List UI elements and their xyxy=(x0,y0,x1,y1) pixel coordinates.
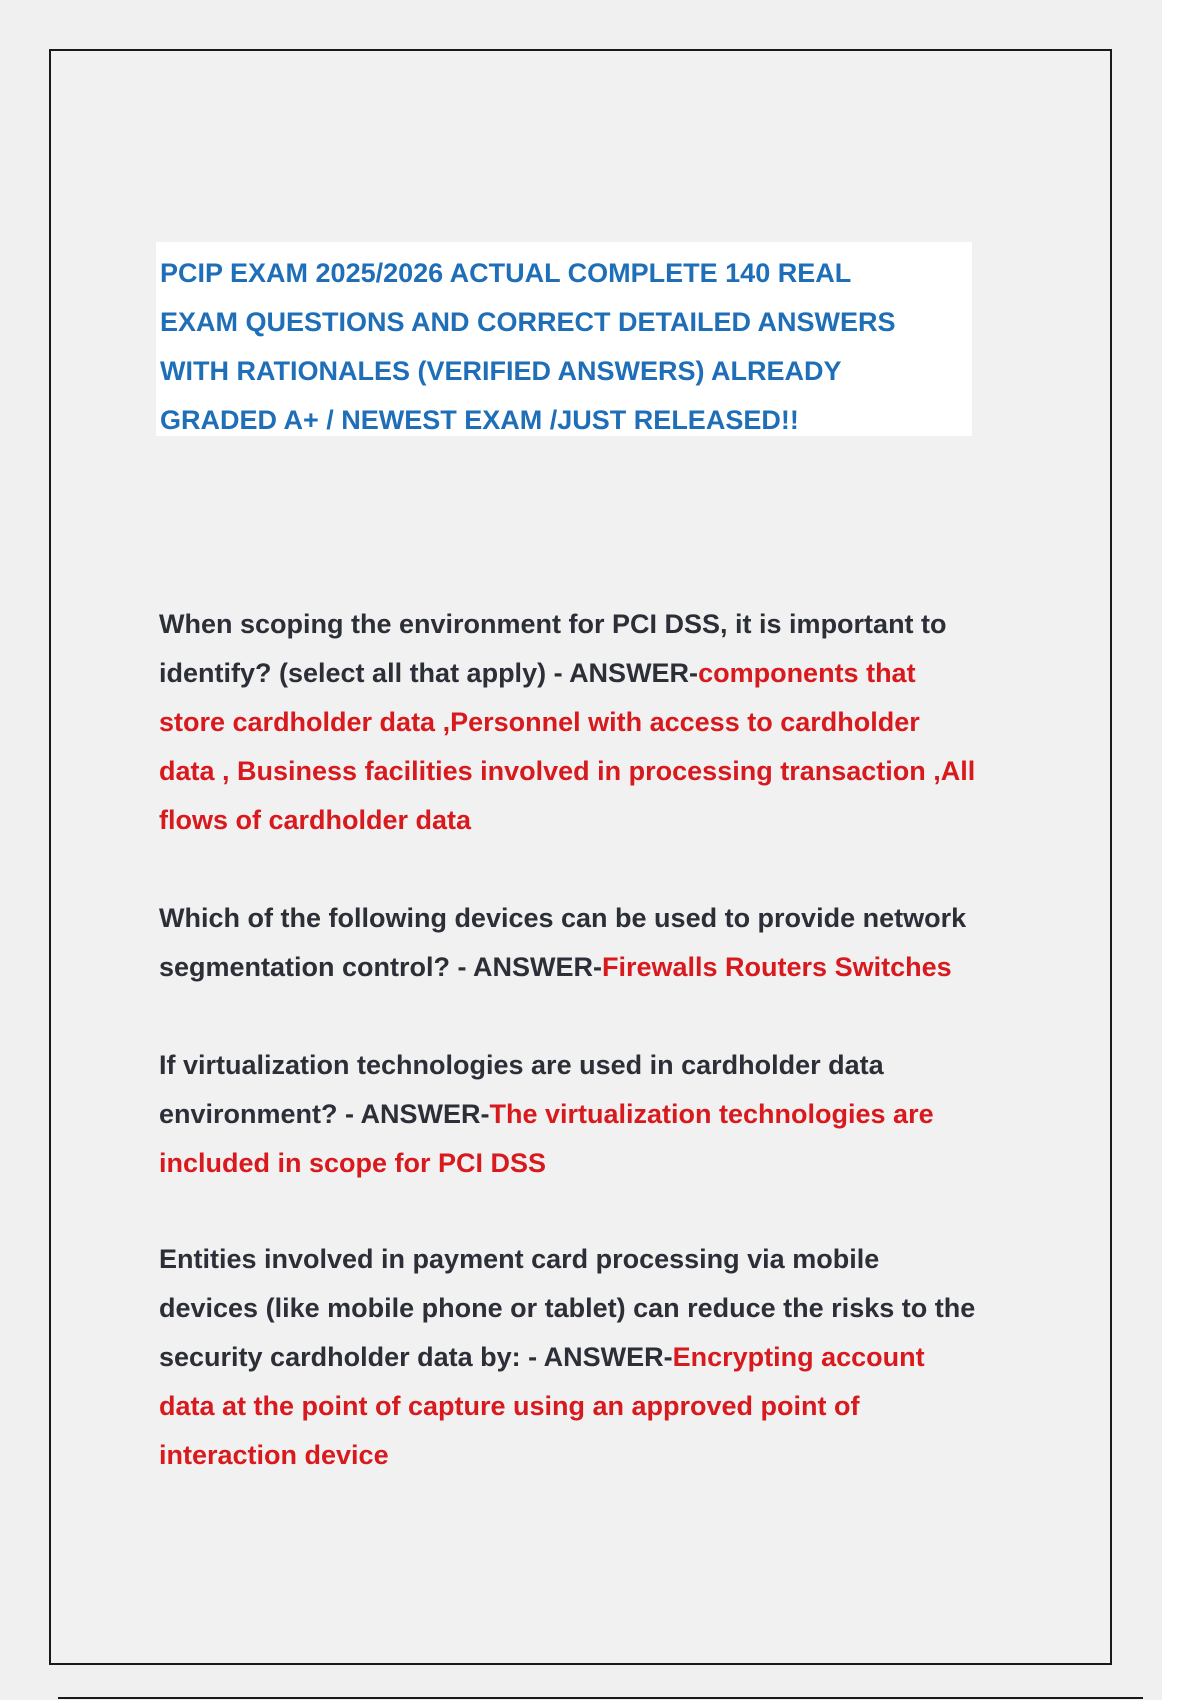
answer-text: Encrypting account data at the point of capture using an approved point of interaction device xyxy=(159,1342,925,1470)
qa-item xyxy=(159,600,1059,845)
title-box xyxy=(156,242,972,436)
question-text: Which of the following devices can be used to provide network segmentation control? - ANSWER- xyxy=(159,903,967,982)
answer-text: The virtualization technologies are included in scope for PCI DSS xyxy=(159,1099,934,1178)
qa-item xyxy=(159,1041,1059,1188)
answer-text: components that store cardholder data ,Personnel with access to cardholder data , Business facilities involved in processing transaction ,All flows of cardholder data xyxy=(159,658,976,835)
question-text: If virtualization technologies are used in cardholder data environment? - ANSWER- xyxy=(159,1050,884,1129)
question-text: Entities involved in payment card processing via mobile devices (like mobile phone or tablet) can reduce the risks to the security cardholder data by: - ANSWER- xyxy=(159,1244,976,1372)
qa-item xyxy=(159,1235,1059,1480)
page-side-margin xyxy=(1162,0,1200,1700)
qa-item xyxy=(159,894,1059,992)
document-page xyxy=(49,49,1112,1665)
question-text: When scoping the environment for PCI DSS, it is important to identify? (select all that apply) - ANSWER- xyxy=(159,609,947,688)
next-page-divider xyxy=(58,1697,1143,1699)
answer-text: Firewalls Routers Switches xyxy=(602,952,952,982)
document-title: PCIP EXAM 2025/2026 ACTUAL COMPLETE 140 REAL EXAM QUESTIONS AND CORRECT DETAILED ANSWERS WITH RATIONALES (VERIFIED ANSWERS) ALREADY GRADED A+ / NEWEST EXAM /JUST RELEASED!! xyxy=(160,258,896,435)
